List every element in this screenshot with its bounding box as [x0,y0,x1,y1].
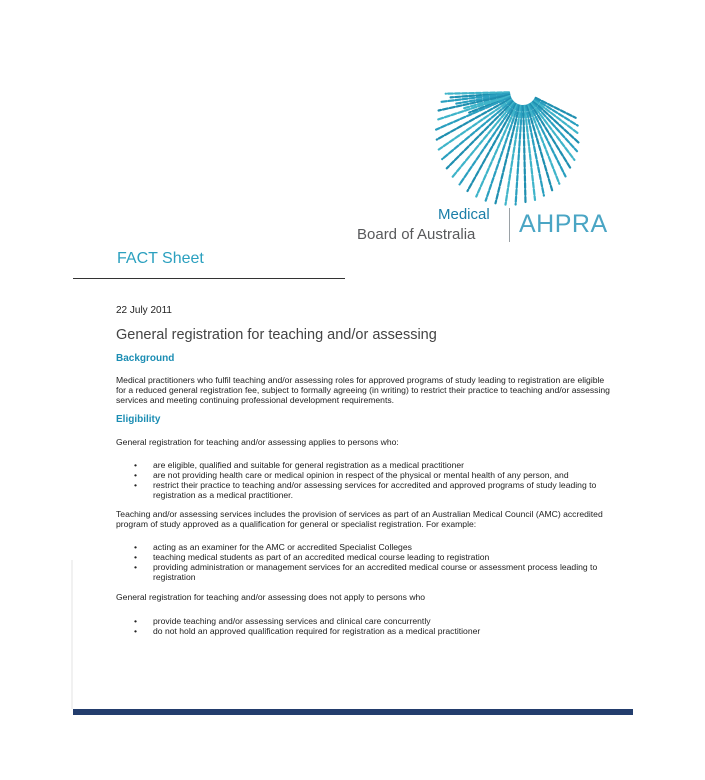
document-title: General registration for teaching and/or assessing [116,327,437,343]
background-paragraph: Medical practitioners who fulfil teaching and/or assessing roles for approved programs of study leading to registration are eligible for a reduced general registration fee, subject to formally agreeing (in writing) to restrict their practice to teaching and/or assessing services and meeting continuing professional development requirements. [116,375,610,405]
title-rule [73,278,345,279]
list-item: • acting as an examiner for the AMC or accredited Specialist Colleges [134,542,412,552]
list-item: • teaching medical students as part of an accredited medical course leading to registration [134,552,490,562]
not-apply-intro: General registration for teaching and/or assessing does not apply to persons who [116,592,426,602]
list-item: • provide teaching and/or assessing services and clinical care concurrently [134,616,431,626]
list-item: • restrict their practice to teaching and/or assessing services for accredited and approved programs of study leading to registration as a medical practitioner. [134,480,597,500]
ahpra-logo-text: AHPRA [519,210,608,238]
background-heading: Background [116,353,175,364]
eligibility-heading: Eligibility [116,414,161,425]
fan-ray [446,92,509,93]
australia-fan-logo [405,78,595,208]
page-shadow [71,560,73,709]
eligibility-bullets [116,460,616,500]
eligibility-intro: General registration for teaching and/or assessing applies to persons who: [116,437,399,447]
examples-list [116,542,616,582]
logo-medical-text: Medical [438,206,490,223]
list-item: • are eligible, qualified and suitable for general registration as a medical practitioner [134,460,464,470]
document-body [116,305,616,636]
document-date: 22 July 2011 [116,305,172,316]
list-item: • are not providing health care or medical opinion in respect of the physical or mental health of any person, and [134,470,569,480]
not-apply-list [116,616,616,636]
list-item: • do not hold an approved qualification required for registration as a medical practitioner [134,626,481,636]
list-item: • providing administration or management services for an accredited medical course or assessment process leading to registration [134,562,598,582]
services-paragraph: Teaching and/or assessing services includes the provision of services as part of an Australian Medical Council (AMC) accredited program of study approved as a qualification for general or specialist registration. For example: [116,509,603,529]
logo-divider [509,208,510,242]
fact-sheet-title: FACT Sheet [117,250,204,267]
footer-bar [73,709,633,715]
logo-board-text: Board of Australia [357,226,476,243]
